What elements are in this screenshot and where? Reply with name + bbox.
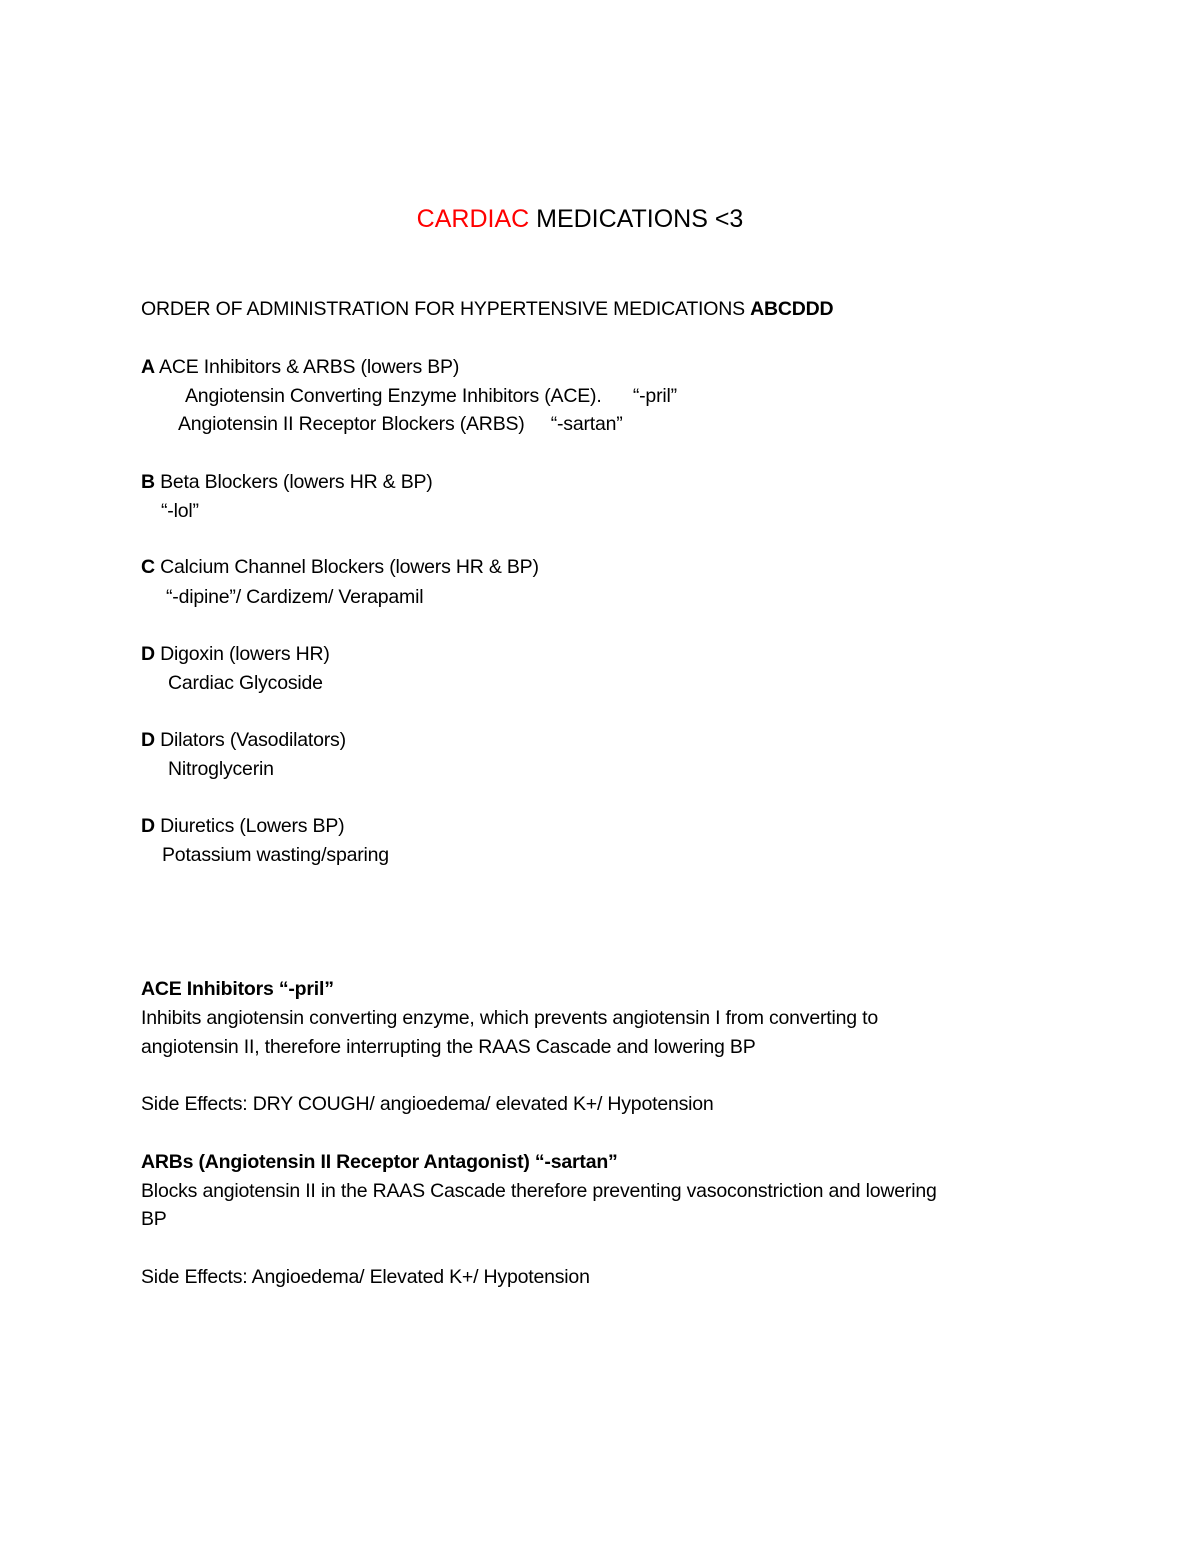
group-c-label: Calcium Channel Blockers (lowers HR & BP) (154, 556, 539, 578)
group-a-sub1: Angiotensin Converting Enzyme Inhibitors (ACE). “-pril” (185, 385, 677, 407)
group-d2-label: Dilators (Vasodilators) (154, 729, 346, 751)
group-b-letter: B (141, 471, 155, 493)
group-d3-heading (141, 812, 344, 840)
order-heading (141, 295, 833, 323)
group-a-label: ACE Inhibitors & ARBS (lowers BP) (154, 356, 460, 378)
group-d1-letter: D (141, 643, 155, 665)
group-a-heading (141, 353, 459, 381)
group-b-heading (141, 468, 433, 496)
arb-body-line2: BP (141, 1208, 167, 1230)
ace-body-line1: Inhibits angiotensin converting enzyme, which prevents angiotensin I from converting to (141, 1007, 879, 1029)
ace-side-effects: Side Effects: DRY COUGH/ angioedema/ elevated K+/ Hypotension (141, 1093, 714, 1115)
ace-heading-text: ACE Inhibitors “-pril” (141, 978, 334, 1000)
arb-body-line1: Blocks angiotensin II in the RAAS Cascade therefore preventing vasoconstriction and lowering (141, 1180, 937, 1202)
group-d1-heading (141, 640, 330, 668)
group-c-heading (141, 553, 539, 581)
title-highlight: CARDIAC (416, 205, 530, 233)
group-a-letter: A (141, 356, 155, 378)
group-d2-heading (141, 726, 346, 754)
page-title (0, 203, 1160, 235)
group-b-sub1: “-lol” (161, 500, 199, 522)
group-d1-sub1: Cardiac Glycoside (168, 672, 323, 694)
group-d1-label: Digoxin (lowers HR) (154, 643, 330, 665)
arb-heading-text: ARBs (Angiotensin II Receptor Antagonist) “-sartan” (141, 1151, 618, 1173)
group-d3-sub1: Potassium wasting/sparing (162, 844, 389, 866)
group-b-label: Beta Blockers (lowers HR & BP) (154, 471, 433, 493)
group-d2-letter: D (141, 729, 155, 751)
group-c-letter: C (141, 556, 155, 578)
group-d3-label: Diuretics (Lowers BP) (154, 815, 345, 837)
arb-heading (141, 1148, 618, 1176)
group-c-sub1: “-dipine”/ Cardizem/ Verapamil (166, 586, 424, 608)
title-rest: MEDICATIONS <3 (529, 205, 744, 233)
group-a-sub2: Angiotensin II Receptor Blockers (ARBS) “-sartan” (178, 413, 623, 435)
ace-heading (141, 975, 334, 1003)
order-heading-acronym: ABCDDD (750, 298, 834, 320)
ace-body-line2: angiotensin II, therefore interrupting the RAAS Cascade and lowering BP (141, 1036, 756, 1058)
group-d3-letter: D (141, 815, 155, 837)
arb-side-effects: Side Effects: Angioedema/ Elevated K+/ Hypotension (141, 1266, 590, 1288)
order-heading-text: ORDER OF ADMINISTRATION FOR HYPERTENSIVE MEDICATIONS (141, 298, 751, 320)
group-d2-sub1: Nitroglycerin (168, 758, 274, 780)
